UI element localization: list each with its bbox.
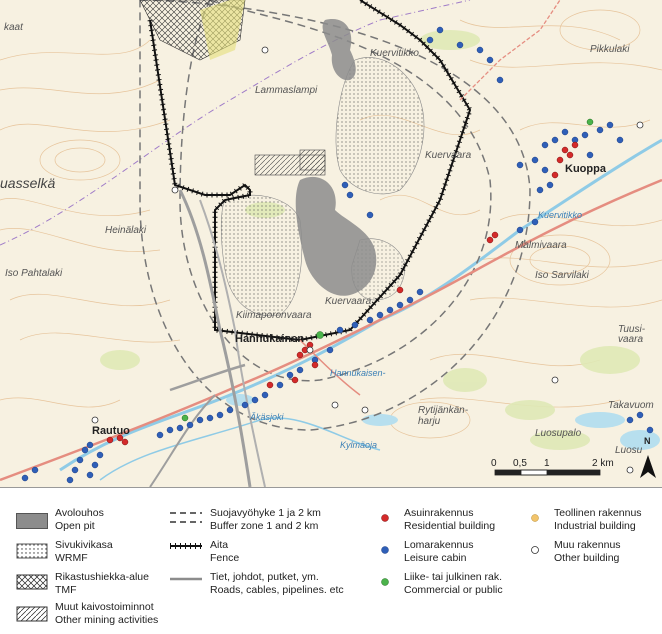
legend-commercial <box>404 571 503 597</box>
legend-residential <box>404 507 495 533</box>
place-label: Tuusi-vaara <box>618 324 646 345</box>
place-label: Malmivaara <box>515 240 567 251</box>
place-label: Rautuo <box>92 425 130 437</box>
legend-text-en: Industrial building <box>554 520 636 532</box>
other-building-dot-icon <box>530 545 540 555</box>
legend-text-en: WRMF <box>55 552 88 564</box>
legend-leisure <box>404 539 473 565</box>
fence-swatch <box>168 540 204 552</box>
place-label: Lammaslampi <box>255 85 318 96</box>
place-label: Kylmäoja <box>340 440 378 450</box>
legend-text-fi: Liike- tai julkinen rak. <box>404 571 503 583</box>
place-label: Kuervaara <box>425 150 472 161</box>
place-label: Kuervaara <box>325 296 372 307</box>
legend-text-en: Buffer zone 1 and 2 km <box>210 520 319 532</box>
legend-text-fi: Asuinrakennus <box>404 507 474 519</box>
north-label: N <box>644 436 651 446</box>
roads-swatch <box>168 574 204 584</box>
commercial-dot-icon <box>380 577 390 587</box>
residential-dot-icon <box>380 513 390 523</box>
other-mining-swatch <box>16 606 48 622</box>
map-legend <box>0 488 662 634</box>
legend-tmf <box>55 571 149 597</box>
scale-label: 0 <box>491 458 497 469</box>
legend-industrial <box>554 507 642 533</box>
place-label: uasselkä <box>0 175 56 191</box>
place-label: Iso Pahtalaki <box>5 268 63 279</box>
legend-text-fi: Lomarakennus <box>404 539 474 551</box>
legend-text-fi: Muu rakennus <box>554 539 621 551</box>
legend-text-en: Leisure cabin <box>404 552 467 564</box>
leisure-dot-icon <box>380 545 390 555</box>
place-label: Takavuom <box>608 400 654 411</box>
place-label: Äkäsjoki <box>250 412 284 422</box>
place-label: Kuervitikko <box>538 210 583 220</box>
legend-text-fi: Sivukivikasa <box>55 539 113 551</box>
legend-text-en: Roads, cables, pipelines. etc <box>210 584 344 596</box>
scale-label: 0,5 <box>513 458 527 469</box>
place-label: Hannukainen <box>235 333 305 345</box>
place-label: Iso Sarvilaki <box>535 270 589 281</box>
tmf-swatch <box>16 574 48 590</box>
place-label: Luosu <box>615 445 643 456</box>
legend-text-fi: Suojavyöhyke 1 ja 2 km <box>210 507 321 519</box>
legend-other-building <box>554 539 621 565</box>
open-pit-swatch <box>16 513 48 529</box>
legend-open-pit <box>55 507 104 533</box>
buffer-swatch <box>168 508 204 528</box>
legend-text-en: Other building <box>554 552 620 564</box>
place-label: kaat <box>4 22 23 33</box>
place-label: Kuoppa <box>565 163 606 175</box>
industrial-dot-icon <box>530 513 540 523</box>
legend-text-fi: Tiet, johdot, putket, ym. <box>210 571 319 583</box>
scale-bar <box>495 470 600 475</box>
legend-text-en: Fence <box>210 552 240 564</box>
place-label: Hannukaisen- <box>330 368 386 378</box>
legend-text-en: Open pit <box>55 520 95 532</box>
place-label: Kiimaporonvaara <box>236 310 312 321</box>
legend-text-fi: Aita <box>210 539 229 551</box>
place-label: Pikkulaki <box>590 44 630 55</box>
place-label: Heinälaki <box>105 225 147 236</box>
place-label: Kuervitikko <box>370 48 419 59</box>
legend-text-fi: Avolouhos <box>55 507 104 519</box>
legend-text-fi: Rikastushiekka-alue <box>55 571 149 583</box>
legend-buffer <box>210 507 321 533</box>
wrmf-swatch <box>16 543 48 559</box>
place-label: Rytijänkän-harju <box>418 405 469 427</box>
legend-other-mining <box>55 601 158 627</box>
legend-fence <box>210 539 239 565</box>
scale-label: 1 <box>544 458 550 469</box>
legend-text-en: Commercial or public <box>404 584 503 596</box>
legend-text-fi: Teollinen rakennus <box>554 507 642 519</box>
legend-roads <box>210 571 344 597</box>
legend-text-en: Other mining activities <box>55 614 159 626</box>
legend-text-fi: Muut kaivostoiminnot <box>55 601 154 613</box>
legend-text-en: Residential building <box>404 520 496 532</box>
scale-label: 2 km <box>592 458 614 469</box>
legend-text-en: TMF <box>55 584 77 596</box>
place-label: Luosupalo <box>535 428 582 439</box>
legend-wrmf <box>55 539 113 565</box>
